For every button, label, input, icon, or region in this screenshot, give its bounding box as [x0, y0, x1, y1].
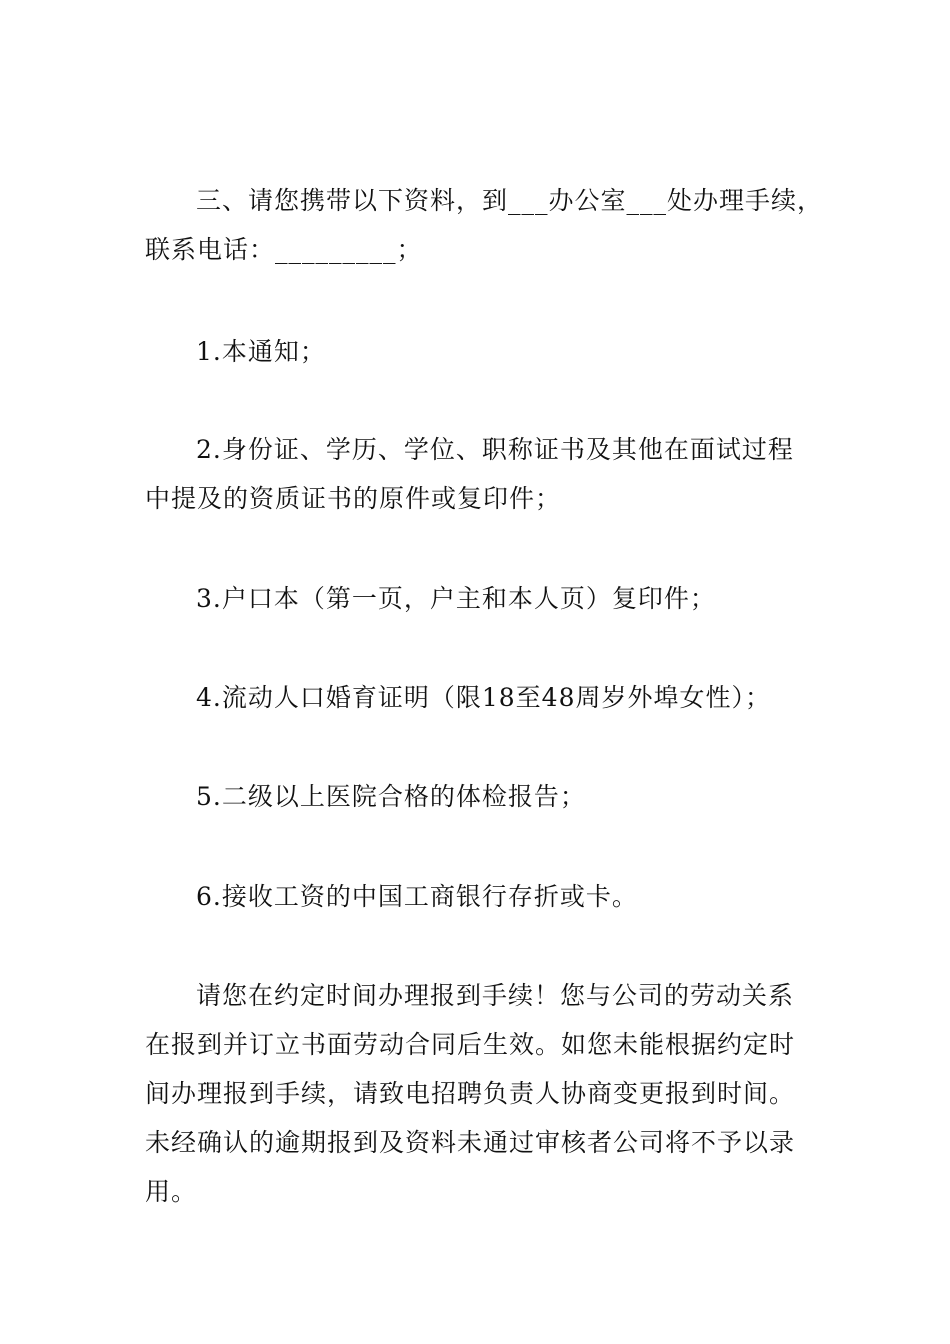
closing-line: 间办理报到手续，请致电招聘负责人协商变更报到时间。: [145, 1079, 796, 1108]
list-item-1: [145, 327, 815, 376]
instruction-paragraph: [145, 176, 824, 274]
closing-line: 用。: [145, 1177, 198, 1206]
list-item-line: 1.本通知；: [196, 337, 326, 366]
list-item-5: [145, 772, 815, 821]
contact-phone-line: 联系电话：_________；: [145, 235, 423, 264]
list-item-line: 4.流动人口婚育证明（限18至48周岁外埠女性）；: [196, 683, 771, 712]
list-item-line: 3.户口本（第一页，户主和本人页）复印件；: [196, 584, 716, 613]
list-item-4: [145, 673, 815, 722]
list-item-3: [145, 574, 815, 623]
closing-paragraph: [145, 971, 815, 1216]
list-item-line: 6.接收工资的中国工商银行存折或卡。: [196, 882, 638, 911]
closing-line: 请您在约定时间办理报到手续！您与公司的劳动关系: [196, 981, 795, 1010]
closing-line: 未经确认的逾期报到及资料未通过审核者公司将不予以录: [145, 1128, 796, 1157]
list-item-6: [145, 872, 815, 921]
list-item-line: 5.二级以上医院合格的体检报告；: [196, 782, 586, 811]
instruction-line: 三、请您携带以下资料，到___办公室___处办理手续，: [196, 186, 824, 215]
list-item-line: 中提及的资质证书的原件或复印件；: [145, 484, 562, 513]
closing-line: 在报到并订立书面劳动合同后生效。如您未能根据约定时: [145, 1030, 796, 1059]
list-item-2: [145, 425, 815, 523]
list-item-line: 2.身份证、学历、学位、职称证书及其他在面试过程: [196, 435, 794, 464]
